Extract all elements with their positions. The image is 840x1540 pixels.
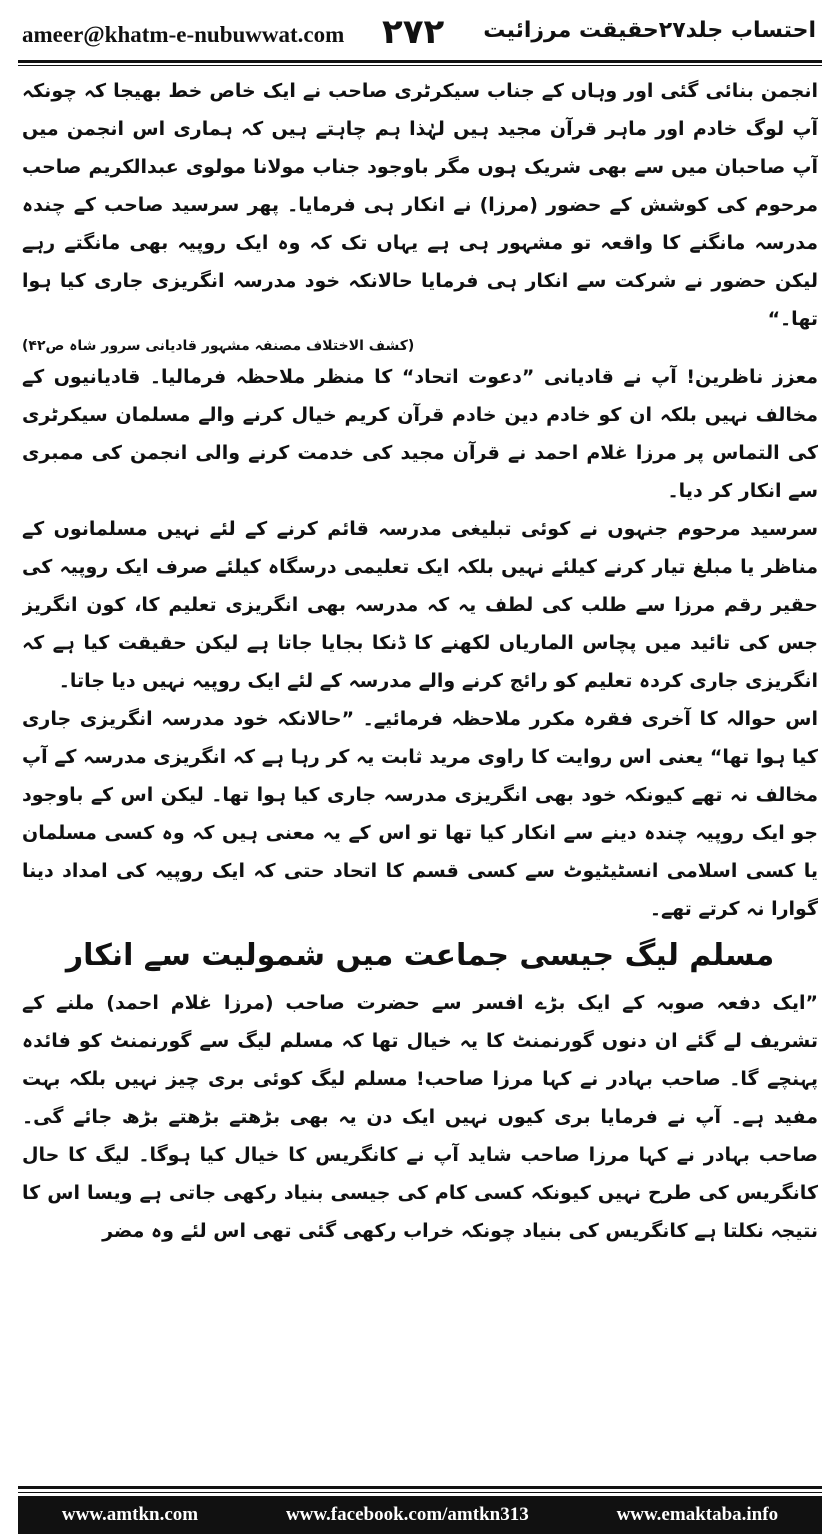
page-number: ۲۷۲: [382, 12, 445, 52]
page-body: [22, 72, 818, 1456]
running-title: احتساب جلد۲۷حقیقت مرزائیت: [483, 18, 816, 43]
paragraph-4: اس حوالہ کا آخری فقرہ مکرر ملاحظہ فرمائیے۔ ”حالانکہ خود مدرسہ انگریزی جاری کیا ہوا تھا“ یعنی اس روایت کا راوی مرید ثابت یہ کر رہا ہے کہ انگریزی مدرسہ کے آپ مخالف نہ تھے کیونکہ خود بھی انگریزی مدرسہ جاری کیا ہوا تھا۔ لیکن اس کے باوجود جو ایک روپیہ چندہ دینے سے انکار کیا تھا تو اس کے یہ معنی ہیں کہ وہ کسی مسلمان یا کسی اسلامی انسٹیٹیوٹ سے کسی قسم کا اتحاد حتی کہ ایک روپیہ کی امداد دینا گوارا نہ کرتے تھے۔: [22, 708, 818, 920]
page-header: [0, 0, 840, 66]
citation-1: (کشف الاختلاف مصنفہ مشہور قادیانی سرور شاہ ص۴۲): [22, 338, 415, 354]
footer-link-emaktaba[interactable]: www.emaktaba.info: [616, 1504, 779, 1525]
header-rule: [18, 60, 822, 66]
footer-link-amtkn[interactable]: www.amtkn.com: [61, 1504, 199, 1525]
section-heading: مسلم لیگ جیسی جماعت میں شمولیت سے انکار: [65, 938, 775, 973]
footer-rule: [18, 1486, 822, 1493]
footer-link-facebook[interactable]: www.facebook.com/amtkn313: [285, 1504, 529, 1525]
paragraph-1: انجمن بنائی گئی اور وہاں کے جناب سیکرٹری صاحب نے ایک خاص خط بھیجا کہ چونکہ آپ لوگ خادم اور ماہر قرآن مجید ہیں لہٰذا ہم چاہتے ہیں کہ ہماری اس انجمن میں آپ صاحبان میں سے بھی شریک ہوں مگر باوجود جناب مولانا مولوی عبدالکریم صاحب مرحوم کی کوشش کے حضور (مرزا) نے انکار ہی فرمایا۔ پھر سرسید صاحب کے چندہ مدرسہ مانگنے کا واقعہ تو مشہور ہی ہے یہاں تک کہ وہ ایک روپیہ بھی مانگتے رہے لیکن حضور نے شرکت سے انکار ہی فرمایا حالانکہ خود مدرسہ انگریزی جاری کیا ہوا تھا۔“: [22, 80, 818, 330]
page-footer: [18, 1496, 822, 1534]
paragraph-2: معزز ناظرین! آپ نے قادیانی ”دعوت اتحاد“ کا منظر ملاحظہ فرمالیا۔ قادیانیوں کے مخالف نہیں بلکہ ان کو خادم دین خادم قرآن کریم خیال کرنے والے مسلمان سیکرٹری کی التماس پر مرزا غلام احمد نے قرآن مجید کی خدمت کرنے والی انجمن کی ممبری سے انکار کر دیا۔: [22, 366, 818, 502]
paragraph-3: سرسید مرحوم جنہوں نے کوئی تبلیغی مدرسہ قائم کرنے کے لئے نہیں مسلمانوں کے مناظر یا مبلغ تیار کرنے کیلئے نہیں بلکہ ایک تعلیمی درسگاہ کیلئے صرف ایک روپیہ کی حقیر رقم مرزا سے طلب کی لطف یہ کہ مدرسہ بھی انگریزی تعلیم کا، کون انگریز جس کی تائید میں پچاس الماریاں لکھنے کا ڈنکا بجایا جاتا ہے لیکن حقیقت کیا ہے کہ انگریزی جاری کردہ تعلیم کو رائج کرنے والے مدرسہ کے لئے ایک روپیہ نہیں دیا جاتا۔: [22, 518, 818, 692]
header-email[interactable]: ameer@khatm-e-nubuwwat.com: [22, 22, 345, 47]
paragraph-5: ”ایک دفعہ صوبہ کے ایک بڑے افسر سے حضرت صاحب (مرزا غلام احمد) ملنے کے تشریف لے گئے ان دنوں گورنمنٹ کا یہ خیال تھا کہ مسلم لیگ سے گورنمنٹ کو فائدہ پہنچے گا۔ صاحب بہادر نے کہا مرزا صاحب! مسلم لیگ کوئی بری چیز نہیں بلکہ بہت مفید ہے۔ آپ نے فرمایا بری کیوں نہیں ایک دن یہ بھی بڑھتے بڑھتے بڑھ جائے گی۔ صاحب بہادر نے کہا مرزا صاحب شاید آپ نے کانگریس کا خیال کیا ہوگا۔ لیگ کا حال کانگریس کی طرح نہیں کیونکہ کسی کام کی جیسی بنیاد رکھی جاتی ہے ویسا اس کا نتیجہ نکلتا ہے کانگریس کی بنیاد چونکہ خراب رکھی گئی تھی اس لئے وہ مضر: [22, 992, 818, 1242]
